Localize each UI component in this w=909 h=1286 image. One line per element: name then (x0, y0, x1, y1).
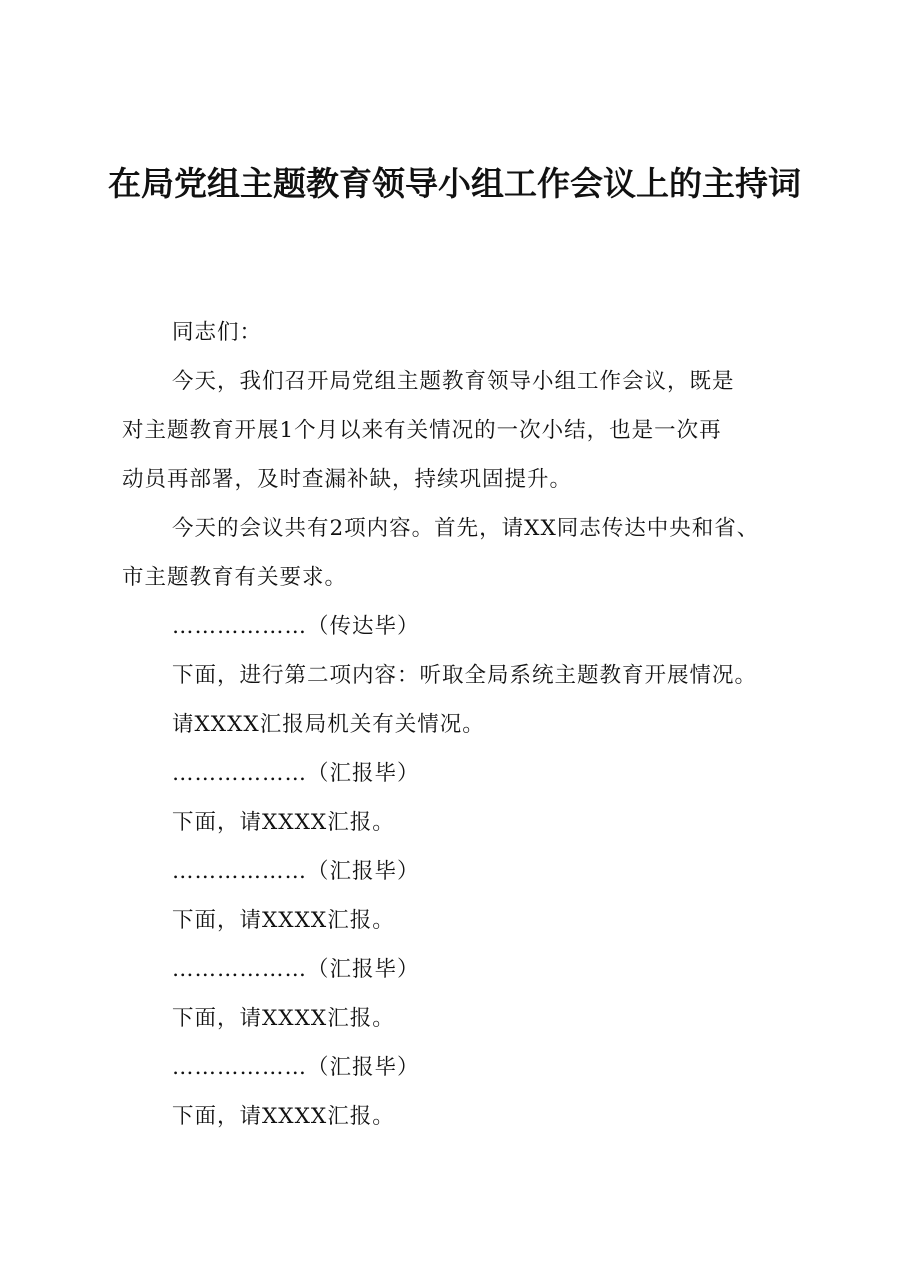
paragraph-line: 对主题教育开展1个月以来有关情况的一次小结，也是一次再 (122, 418, 722, 443)
paragraph-line: 今天的会议共有2项内容。首先，请XX同志传达中央和省、 (172, 516, 760, 541)
document-body (122, 308, 812, 1141)
salutation: 同志们： (172, 320, 263, 345)
report-request: 下面，请XXXX汇报。 (172, 1104, 395, 1129)
transition-line: ………………（汇报毕） (172, 957, 420, 982)
agenda-item-two: 下面，进行第二项内容：听取全局系统主题教育开展情况。 (172, 663, 758, 688)
transition-line: ………………（汇报毕） (172, 859, 420, 884)
report-request: 下面，请XXXX汇报。 (172, 1006, 395, 1031)
paragraph-opening (122, 357, 812, 504)
report-request: 请XXXX汇报局机关有关情况。 (172, 712, 485, 737)
transition-line: ………………（汇报毕） (172, 761, 420, 786)
transition-line: ………………（传达毕） (172, 614, 420, 639)
report-request: 下面，请XXXX汇报。 (172, 908, 395, 933)
document-title: 在局党组主题教育领导小组工作会议上的主持词 (108, 164, 801, 203)
paragraph-line: 今天，我们召开局党组主题教育领导小组工作会议，既是 (172, 369, 735, 394)
paragraph-line: 市主题教育有关要求。 (122, 565, 348, 590)
transition-line: ………………（汇报毕） (172, 1055, 420, 1080)
paragraph-agenda (122, 504, 812, 602)
paragraph-line: 动员再部署，及时查漏补缺，持续巩固提升。 (122, 467, 573, 492)
report-request: 下面，请XXXX汇报。 (172, 810, 395, 835)
